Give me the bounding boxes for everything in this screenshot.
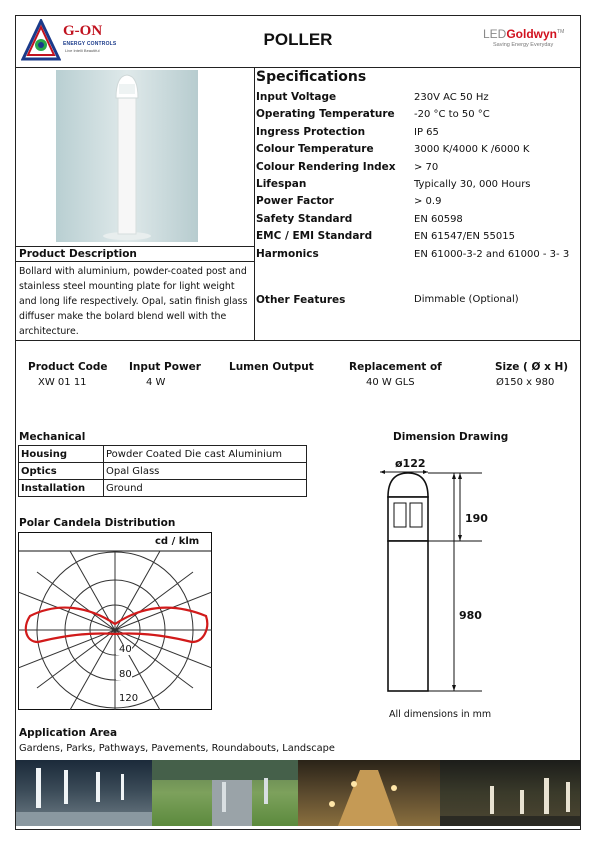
spec-value: EN 61547/EN 55015	[414, 231, 515, 243]
product-description-text: Bollard with aluminium, powder-coated post and stainless steel mounting plate for light weight and long life respectively. Opal, satin finish glass diffuser make the bolard blend well with the architecture.	[19, 266, 248, 337]
polar-unit: cd / klm	[155, 536, 200, 547]
polar-ring-40: 40	[119, 644, 132, 655]
application-photo-2	[152, 760, 298, 826]
goldwyn-prefix: LED	[483, 27, 507, 41]
mech-value: Powder Coated Die cast Aluminium	[104, 446, 307, 463]
spec-value: IP 65	[414, 126, 439, 138]
product-table-header: Input Power	[129, 361, 201, 373]
gon-sub: ENERGY CONTROLS	[63, 41, 117, 47]
spec-label: Harmonics	[256, 247, 319, 260]
head-height-label: 190	[465, 512, 488, 525]
spec-value: > 70	[414, 161, 439, 173]
mech-label: Installation	[19, 480, 104, 497]
product-table-value: 40 W GLS	[366, 377, 415, 388]
table-row	[19, 446, 307, 463]
mech-label: Optics	[19, 463, 104, 480]
dimension-drawing	[370, 455, 500, 705]
spec-label: EMC / EMI Standard	[256, 230, 373, 243]
total-height-label: 980	[459, 609, 482, 622]
photo-3-path	[298, 760, 440, 826]
mechanical-table	[18, 445, 307, 497]
other-features-value: Dimmable (Optional)	[414, 294, 519, 305]
spec-value: EN 61000-3-2 and 61000 - 3- 3	[414, 248, 570, 260]
application-heading: Application Area	[19, 727, 118, 739]
polar-ring-80: 80	[119, 669, 132, 680]
application-text: Gardens, Parks, Pathways, Pavements, Roundabouts, Landscape	[19, 743, 335, 754]
photo-4-bollards	[440, 760, 580, 826]
product-image	[56, 70, 198, 242]
mech-value: Opal Glass	[104, 463, 307, 480]
spec-label: Power Factor	[256, 195, 334, 208]
polar-ring-120: 120	[119, 693, 139, 704]
polar-diagram	[18, 532, 212, 710]
other-features-label: Other Features	[256, 294, 346, 306]
mechanical-heading: Mechanical	[19, 431, 86, 443]
dimension-note: All dimensions in mm	[389, 709, 492, 720]
spec-label: Operating Temperature	[256, 108, 395, 121]
product-table-header: Size ( Ø x H)	[495, 361, 569, 373]
goldwyn-tagline: Saving Energy Everyday	[493, 42, 554, 48]
product-table-header: Lumen Output	[229, 361, 314, 373]
application-photo-3	[298, 760, 440, 826]
application-photo-4	[440, 760, 580, 826]
gon-tagline: Live Intelli Beautiful	[65, 48, 100, 53]
product-table-value: Ø150 x 980	[496, 377, 555, 388]
spec-label: Lifespan	[256, 178, 307, 190]
photo-2-bollards	[152, 760, 298, 826]
spec-label: Colour Temperature	[256, 143, 374, 156]
table-row	[19, 463, 307, 480]
spec-value: -20 °C to 50 °C	[414, 109, 490, 121]
product-table-value: XW 01 11	[38, 377, 87, 388]
divider-horizontal-top	[15, 340, 581, 341]
divider-vertical	[254, 68, 255, 340]
bollard-illustration	[56, 70, 198, 242]
product-description-heading: Product Description	[19, 248, 137, 260]
spec-value: Typically 30, 000 Hours	[414, 179, 531, 190]
spec-value: EN 60598	[414, 213, 463, 225]
spec-label: Input Voltage	[256, 91, 337, 103]
goldwyn-brand: Goldwyn	[506, 27, 558, 41]
product-table-header: Product Code	[28, 361, 108, 373]
diameter-label: ø122	[395, 457, 426, 470]
spec-value: > 0.9	[414, 196, 442, 208]
page-title: POLLER	[263, 30, 333, 49]
polar-heading: Polar Candela Distribution	[19, 517, 176, 529]
photo-1-bollards	[16, 760, 152, 826]
spec-label: Ingress Protection	[256, 125, 366, 138]
product-table-value: 4 W	[146, 377, 166, 388]
spec-label: Colour Rendering Index	[256, 160, 396, 173]
spec-value: 3000 K/4000 K /6000 K	[414, 144, 530, 156]
mech-label: Housing	[19, 446, 104, 463]
header	[15, 15, 581, 68]
application-photo-1	[16, 760, 152, 826]
desc-head-line	[15, 261, 255, 262]
mech-value: Ground	[104, 480, 307, 497]
table-row	[19, 480, 307, 497]
gon-brand: G-ON	[63, 23, 103, 39]
spec-value: 230V AC 50 Hz	[414, 92, 489, 103]
spec-label: Safety Standard	[256, 212, 353, 225]
dimension-heading: Dimension Drawing	[393, 431, 509, 443]
product-table-header: Replacement of	[349, 361, 442, 373]
desc-top-line	[15, 246, 255, 247]
specifications-heading: Specifications	[256, 69, 367, 85]
goldwyn-logo	[483, 27, 573, 61]
goldwyn-tm: TM	[557, 29, 565, 35]
